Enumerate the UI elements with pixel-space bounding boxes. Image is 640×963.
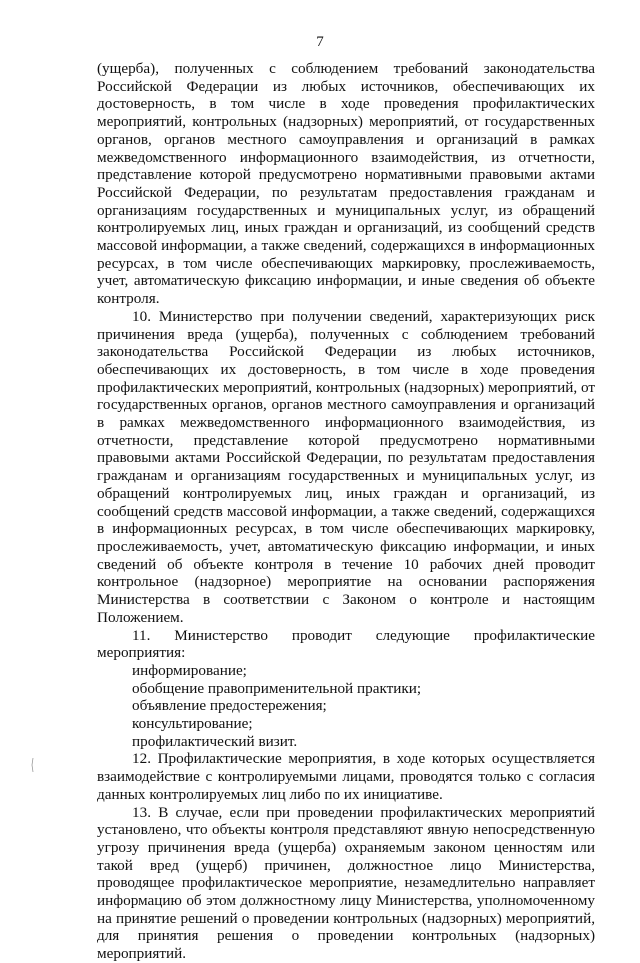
list-item: профилактический визит. [132,732,298,750]
paragraph-12: 12. Профилактические мероприятия, в ходе которых осуществляется взаимодействие с контролируемыми лицами, проводятся только с согласия данных контролируемых лиц либо по их инициативе. [97,750,595,803]
list-item: информирование; [132,661,247,679]
document-body [97,60,595,963]
paragraph-continuation: (ущерба), полученных с соблюдением требований законодательства Российской Федерации из любых источников, обеспечивающих их достоверность, в том числе в ходе проведения профилактических мероприятий, контрольных (надзорных) мероприятий, от государственных органов, органов местного самоуправления и организаций в рамках межведомственного информационного взаимодействия, из отчетности, представление которой предусмотрено нормативными правовыми актами Российской Федерации, по результатам предоставления гражданам и организациям государственных и муниципальных услуг, из обращений контролируемых лиц, иных граждан и организаций, из сообщений средств массовой информации, а также сведений, содержащихся в информационных ресурсах, в том числе обеспечивающих маркировку, прослеживаемость, учет, автоматическую фиксацию информации, и иные сведения об объекте контроля. [97,60,595,308]
paragraph-10: 10. Министерство при получении сведений, характеризующих риск причинения вреда (ущерба), полученных с соблюдением требований законодательства Российской Федерации из любых источников, обеспечивающих их достоверность, в том числе в ходе проведения профилактических мероприятий, контрольных (надзорных) мероприятий, от государственных органов, органов местного самоуправления и организаций в рамках межведомственного информационного взаимодействия, из отчетности, представление которой предусмотрено нормативными правовыми актами Российской Федерации, по результатам предоставления гражданам и организациям государственных и муниципальных услуг, из обращений контролируемых лиц, иных граждан и организаций, из сообщений средств массовой информации, а также сведений, содержащихся в информационных ресурсах, в том числе обеспечивающих маркировку, прослеживаемость, учет, автоматическую фиксацию информации, и иных сведений об объекте контроля в течение 10 рабочих дней проводит контрольное (надзорное) мероприятие на основании распоряжения Министерства в соответствии с Законом о контроле и настоящим Положением. [97,307,595,626]
paragraph-13: 13. В случае, если при проведении профилактических мероприятий установлено, что объекты контроля представляют явную непосредственную угрозу причинения вреда (ущерба) охраняемым законом ценностям или такой вред (ущерб) причинен, должностное лицо Министерства, проводящее профилактическое мероприятие, незамедлительно направляет информацию об этом должностному лицу Министерства, уполномоченному на принятие решений о проведении контрольных (надзорных) мероприятий, для принятия решения о проведении контрольных (надзорных) мероприятий. [97,803,595,963]
list-item: объявление предостережения; [132,697,327,715]
list-item: обобщение правоприменительной практики; [132,679,422,697]
paragraph-11: 11. Министерство проводит следующие профилактические мероприятия: [97,626,595,662]
scan-mark [30,757,36,773]
page-number: 7 [316,34,324,50]
list-item: консультирование; [132,715,253,733]
preventive-measures-list [97,662,595,751]
